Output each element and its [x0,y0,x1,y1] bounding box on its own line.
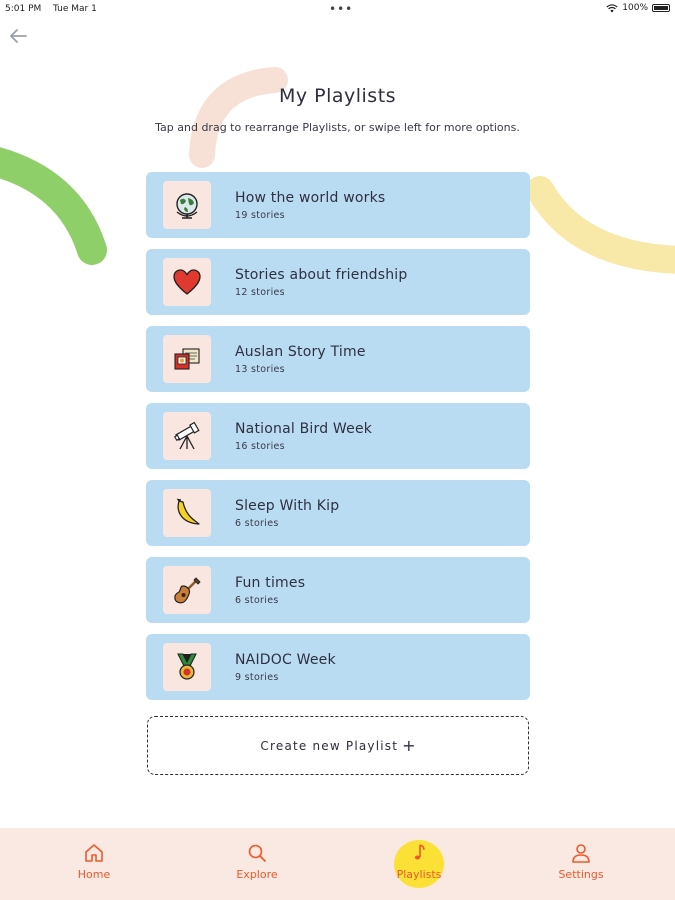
tab-home[interactable] [34,828,154,900]
create-playlist-label: Create new Playlist [260,738,399,753]
battery-percent: 100% [622,3,648,13]
playlist-name: NAIDOC Week [235,651,336,668]
home-icon [83,842,105,864]
playlist-thumbnail [163,335,211,383]
decorative-yellow-arc [520,170,675,290]
playlist-count: 16 stories [235,440,285,452]
medal-icon [171,651,203,683]
playlist-list [146,172,530,711]
status-date: Tue Mar 1 [53,4,97,14]
page-title: My Playlists [278,85,397,107]
playlist-item[interactable] [146,480,530,546]
search-icon [246,842,268,864]
tab-label: Explore [236,868,278,881]
globe-icon [171,189,203,221]
status-indicators [606,3,670,13]
tab-label: Playlists [396,868,442,881]
playlist-count: 12 stories [235,286,285,298]
playlist-item[interactable] [146,557,530,623]
playlist-thumbnail [163,181,211,229]
playlist-name: How the world works [235,189,386,206]
tab-settings[interactable] [521,828,641,900]
playlist-name: Fun times [235,574,306,591]
multitask-dots[interactable]: ••• [329,2,354,16]
playlist-count: 19 stories [235,209,285,221]
playlist-thumbnail [163,412,211,460]
back-button[interactable] [6,26,30,46]
playlist-count: 9 stories [235,671,279,683]
playlist-item[interactable] [146,403,530,469]
arrow-left-icon [8,28,28,44]
banana-icon [171,497,203,529]
battery-icon [652,4,670,12]
status-time: 5:01 PM [5,4,42,14]
playlist-thumbnail [163,258,211,306]
telescope-icon [171,420,203,452]
decorative-pink-arc [180,55,290,175]
playlist-thumbnail [163,566,211,614]
person-icon [570,842,592,864]
playlist-item[interactable] [146,172,530,238]
playlist-item[interactable] [146,326,530,392]
playlist-count: 13 stories [235,363,285,375]
playlist-count: 6 stories [235,594,279,606]
playlist-name: Stories about friendship [235,266,408,283]
decorative-green-arc [0,140,120,280]
playlist-name: National Bird Week [235,420,373,437]
music-note-icon [408,842,430,864]
tab-playlists[interactable] [359,828,479,900]
playlist-thumbnail [163,643,211,691]
create-playlist-button[interactable] [147,716,529,775]
playlist-item[interactable] [146,249,530,315]
status-bar [0,0,675,20]
guitar-icon [171,574,203,606]
playlist-thumbnail [163,489,211,537]
wifi-icon [606,4,618,13]
playlist-count: 6 stories [235,517,279,529]
tab-explore[interactable] [197,828,317,900]
tab-label: Home [77,868,111,881]
plus-icon: + [402,736,416,755]
playlist-item[interactable] [146,634,530,700]
playlist-name: Auslan Story Time [235,343,366,360]
heart-icon [171,266,203,298]
playlist-name: Sleep With Kip [235,497,340,514]
picture-books-icon [171,343,203,375]
tab-label: Settings [558,868,604,881]
page-subtitle: Tap and drag to rearrange Playlists, or swipe left for more options. [155,121,520,134]
